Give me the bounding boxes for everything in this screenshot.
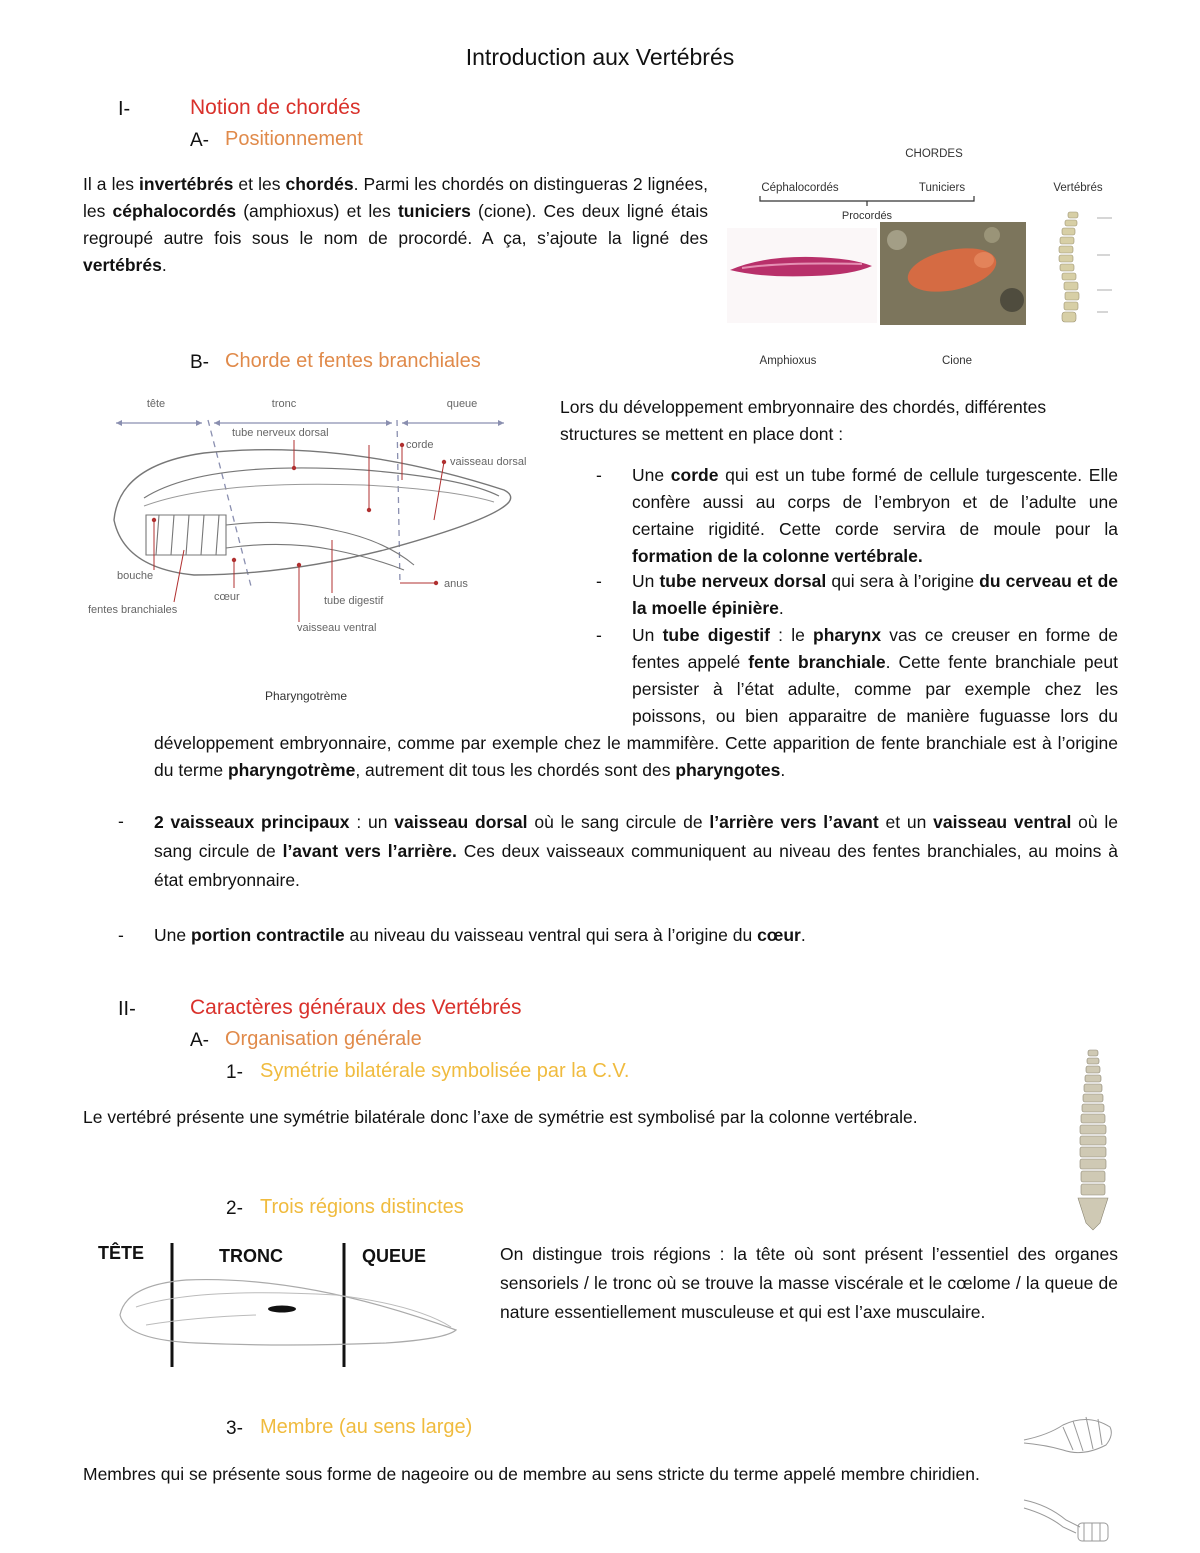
procordes-label: Procordés <box>841 210 893 222</box>
three-regions-figure <box>86 1235 466 1375</box>
sub-2-number: 2- <box>226 1198 243 1219</box>
label-vaisseau-ventral: vaisseau ventral <box>297 622 377 634</box>
amphioxus-caption: Amphioxus <box>759 355 817 367</box>
positionnement-paragraph: Il a les invertébrés et les chordés. Parmi les chordés on distingueras 2 lignées, les céphalocordés (amphioxus) et les tuniciers (cione). Ces deux ligné étais regroupé autre fois sous le nom de procordé. A ça, s’ajoute la ligné des vertébrés. <box>83 174 709 275</box>
bullet-corde: Une corde qui est un tube formé de cellule turgescente. Elle confère aussi au corps de l’embryon et de l’adulte une certaine rigidité. Cette corde servira de moule pour la formation de la colonne vertébrale. <box>632 465 1118 566</box>
label-tube-nerveux: tube nerveux dorsal <box>232 427 329 439</box>
region-queue-label: QUEUE <box>361 1246 427 1266</box>
section-1a-number: A- <box>190 130 209 151</box>
vertebres-label: Vertébrés <box>1053 182 1103 194</box>
cione-caption: Cione <box>941 355 973 367</box>
label-tronc: tronc <box>271 398 297 410</box>
label-tete: tête <box>146 398 166 410</box>
bullet-portion-contractile: Une portion contractile au niveau du vaisseau ventral qui sera à l’origine du cœur. <box>154 925 806 945</box>
label-fentes-branchiales: fentes branchiales <box>88 604 178 616</box>
label-coeur: cœur <box>214 591 240 603</box>
sub-3-title: Membre (au sens large) <box>260 1416 473 1438</box>
sub-1-title: Symétrie bilatérale symbolisée par la C.V. <box>260 1060 630 1082</box>
bullet-dash: - <box>118 925 124 945</box>
cione-image <box>880 222 1026 325</box>
bullet-tube-nerveux: Un tube nerveux dorsal qui sera à l’origine du cerveau et de la moelle épinière. <box>632 571 1118 618</box>
section-1-number: I- <box>118 98 131 120</box>
sub-1-number: 1- <box>226 1062 243 1083</box>
symetrie-paragraph: Le vertébré présente une symétrie bilatérale donc l’axe de symétrie est symbolisé par la colonne vertébrale. <box>83 1107 918 1127</box>
label-queue: queue <box>446 398 478 410</box>
section-2a-title: Organisation générale <box>225 1028 422 1050</box>
bullet-tube-digestif <box>154 622 1118 784</box>
section-2a-number: A- <box>190 1030 209 1051</box>
chorde-intro-text: Lors du développement embryonnaire des chordés, différentes structures se mettent en place dont : <box>560 397 1047 444</box>
amphioxus-image <box>727 228 877 323</box>
tube-digestif-text: Un tube digestif : le pharynx vas ce creuser en forme de fentes appelé fente branchiale. Cette fente branchiale peut persister à l’état adulte, comme par exemple chez les poissons, ou bien apparaitre de manière fuguasse lors du développement embryonnaire, comme par exemple chez le mammifère. Cette apparition de fente branchiale est à l’origine du terme pharyngotrème, autrement dit tous les chordés sont des pharyngotes. <box>154 625 1119 780</box>
page-title: Introduction aux Vertébrés <box>465 44 735 70</box>
bullet-dash: - <box>596 571 602 591</box>
pharyngotreme-caption: Pharyngotrème <box>264 689 348 703</box>
chordes-label: CHORDES <box>905 148 963 160</box>
bullet-dash: - <box>596 625 602 645</box>
region-tete-label: TÊTE <box>97 1243 145 1263</box>
spine-image <box>1068 1048 1118 1233</box>
procordes-bracket <box>760 196 974 201</box>
vertebral-column-image <box>1059 212 1079 322</box>
chordes-classification-figure <box>722 140 1122 375</box>
label-corde: corde <box>406 439 434 451</box>
trois-regions-paragraph: On distingue trois régions : la tête où sont présent l’essentiel des organes sensoriels / le tronc où se trouve la masse viscérale et le cœlome / la queue de nature essentiellement musculeuse et qui est l’axe musculaire. <box>500 1244 1118 1322</box>
bullet-dash: - <box>118 811 124 831</box>
bullet-dash: - <box>596 465 602 485</box>
section-2-number: II- <box>118 998 136 1020</box>
label-anus: anus <box>444 578 468 590</box>
label-vaisseau-dorsal: vaisseau dorsal <box>450 456 527 468</box>
membre-paragraph: Membres qui se présente sous forme de nageoire ou de membre au sens stricte du terme appelé membre chiridien. <box>83 1464 980 1484</box>
section-1-title: Notion de chordés <box>190 96 361 119</box>
label-bouche: bouche <box>117 570 154 582</box>
section-1b-number: B- <box>190 352 209 373</box>
section-1b-title: Chorde et fentes branchiales <box>225 350 481 372</box>
text-wrap-spacer <box>154 622 632 730</box>
cephalocordes-label: Céphalocordés <box>761 182 839 194</box>
tuniciers-label: Tuniciers <box>918 182 966 194</box>
label-tube-digestif: tube digestif <box>324 595 384 607</box>
fin-and-limb-sketch <box>1018 1405 1118 1553</box>
sub-2-title: Trois régions distinctes <box>260 1196 464 1218</box>
bullet-vaisseaux: 2 vaisseaux principaux : un vaisseau dorsal où le sang circule de l’arrière vers l’avant et un vaisseau ventral où le sang circule de l’avant vers l’arrière. Ces deux vaisseaux communiquent au niveau des fentes branchiales, au moins à état embryonnaire. <box>154 812 1119 890</box>
region-tronc-label: TRONC <box>219 1246 283 1266</box>
section-2-title: Caractères généraux des Vertébrés <box>190 996 522 1019</box>
sub-3-number: 3- <box>226 1418 243 1439</box>
section-1a-title: Positionnement <box>225 128 363 150</box>
